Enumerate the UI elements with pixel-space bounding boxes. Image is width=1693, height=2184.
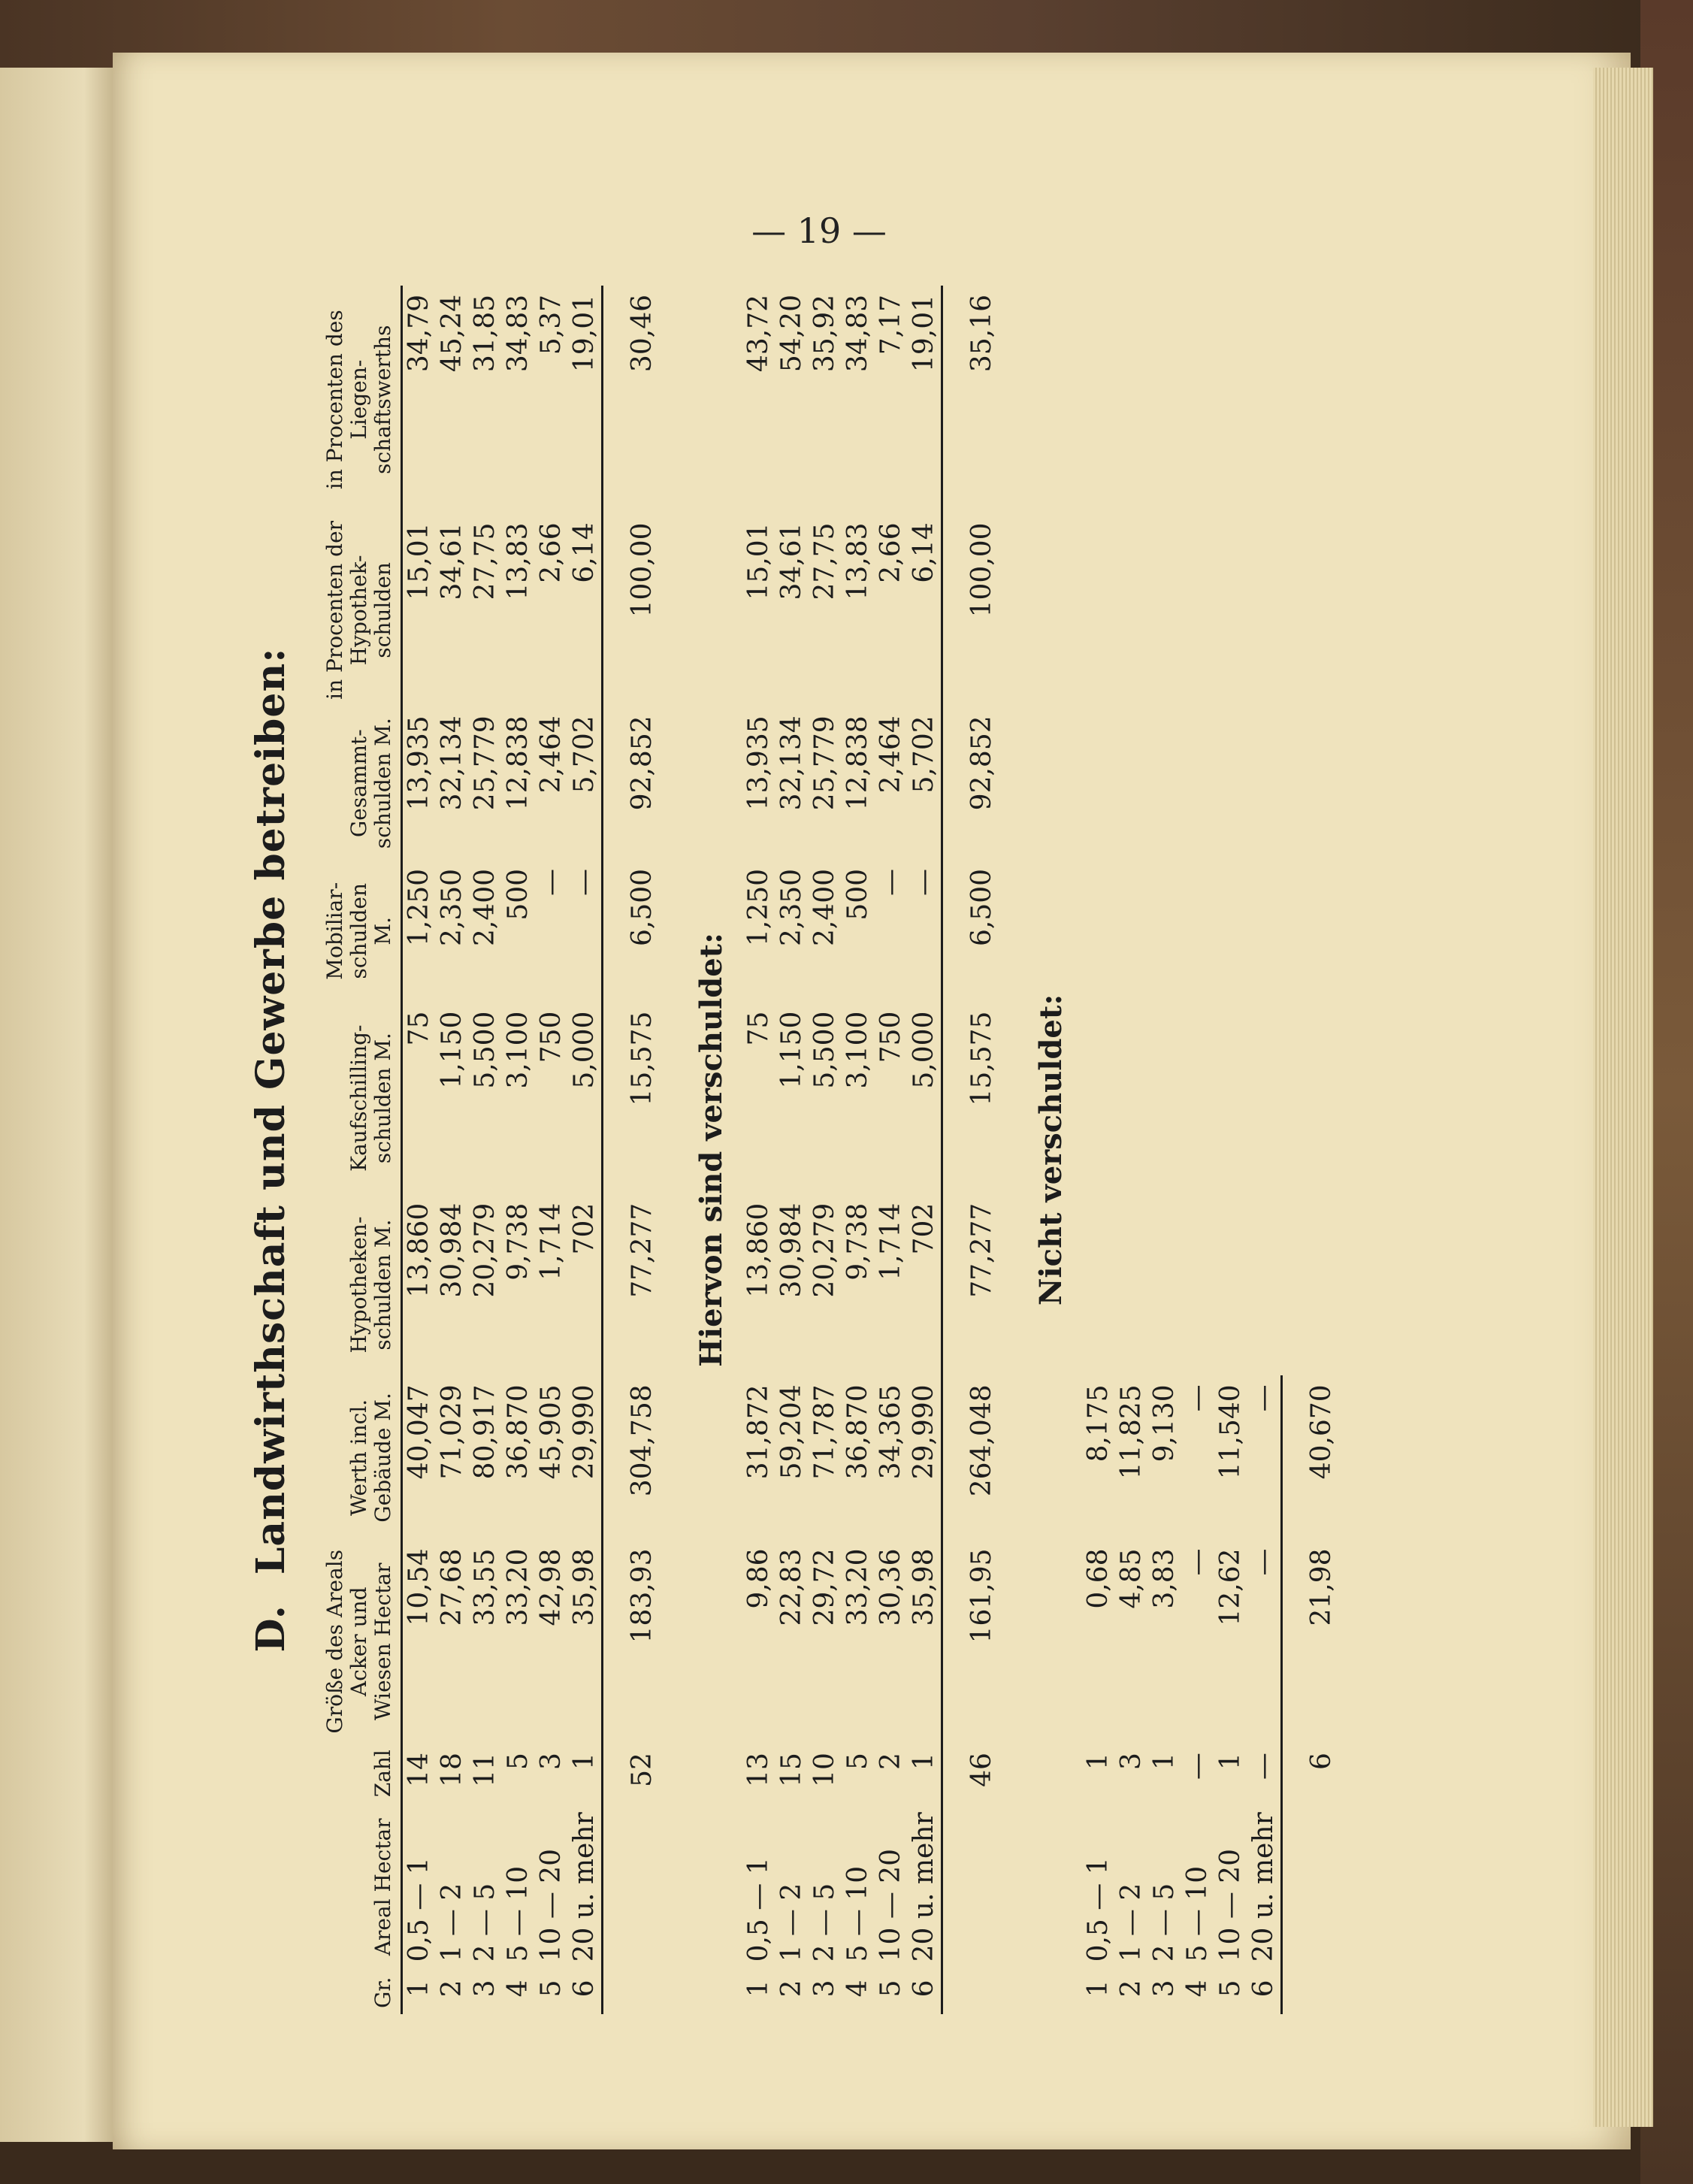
- table-cell: [1082, 286, 1115, 513]
- sum-cell: 100,00: [942, 513, 1018, 706]
- table-cell: 80,917: [470, 1384, 501, 1480]
- table-cell: 29,990: [908, 1384, 940, 1480]
- heading-letter: D.: [247, 1605, 294, 1653]
- section-subtitle-row: [679, 286, 742, 2014]
- table-cell: 45,24: [437, 295, 468, 373]
- table-cell: 11,825: [1116, 1384, 1147, 1480]
- table-cell: 14: [404, 1753, 435, 1787]
- table-cell: 71,787: [809, 1384, 841, 1480]
- sum-cell: [1281, 1003, 1358, 1194]
- table-cell: 13,860: [404, 1202, 435, 1298]
- sum-cell: 6: [1281, 1744, 1358, 1803]
- table-cell: [1181, 286, 1214, 513]
- table-cell: 5 — 10: [1182, 1865, 1214, 1962]
- heading-title: Landwirthschaft und Gewerbe betreiben:: [247, 647, 294, 1575]
- table-row: [436, 286, 469, 2014]
- table-cell: 5 — 10: [503, 1865, 534, 1962]
- table-cell: 1: [743, 1980, 775, 1998]
- table-row: [469, 286, 502, 2014]
- table-cell: 20 u. mehr: [1248, 1812, 1280, 1962]
- table-cell: 71,029: [437, 1384, 468, 1480]
- table-cell: —: [1248, 1384, 1280, 1412]
- table-cell: 2,350: [776, 868, 808, 947]
- table-cell: [1148, 1003, 1181, 1194]
- table-cell: 25,779: [809, 715, 841, 811]
- table-cell: 35,98: [908, 1548, 940, 1626]
- sum-cell: [602, 1803, 679, 1971]
- table-cell: 8,175: [1083, 1384, 1114, 1463]
- table-cell: 3: [1149, 1980, 1181, 1998]
- table-cell: 2,400: [470, 868, 501, 947]
- table-cell: 6: [569, 1980, 600, 1998]
- table-cell: 2 — 5: [809, 1883, 841, 1962]
- table-cell: 7,17: [875, 295, 907, 355]
- table-cell: 31,872: [743, 1384, 775, 1480]
- table-cell: 33,20: [842, 1548, 874, 1626]
- table-cell: 5: [503, 1753, 534, 1771]
- table-cell: 10: [809, 1753, 841, 1787]
- table-cell: 750: [875, 1011, 907, 1063]
- sum-cell: 92,852: [602, 706, 679, 860]
- table-cell: 5: [1215, 1980, 1247, 1998]
- sum-cell: 161,95: [942, 1539, 1018, 1744]
- table-cell: 3: [470, 1980, 501, 1998]
- table-cell: 29,72: [809, 1548, 841, 1626]
- table-row: [1082, 286, 1115, 2014]
- table-cell: 13,935: [404, 715, 435, 811]
- table-cell: [1214, 1003, 1247, 1194]
- section-subtitle-row: [1018, 286, 1082, 2014]
- table-cell: 20,279: [470, 1202, 501, 1298]
- table-cell: 2,400: [809, 868, 841, 947]
- table-cell: 1 — 2: [776, 1883, 808, 1962]
- table-cell: 36,870: [503, 1384, 534, 1480]
- table-row: [908, 286, 942, 2014]
- table-cell: 5,000: [908, 1011, 940, 1089]
- table-cell: —: [569, 868, 600, 896]
- sum-cell: 15,575: [942, 1003, 1018, 1194]
- table-cell: 3,100: [503, 1011, 534, 1089]
- table-cell: 2: [1116, 1980, 1147, 1998]
- table-cell: [1247, 286, 1282, 513]
- sum-cell: 6,500: [602, 860, 679, 1003]
- table-cell: 18: [437, 1753, 468, 1787]
- table-cell: 54,20: [776, 295, 808, 373]
- table-cell: 9,738: [842, 1202, 874, 1281]
- sum-cell: [1281, 286, 1358, 513]
- table-cell: 35,92: [809, 295, 841, 373]
- table-cell: 27,75: [809, 522, 841, 600]
- table-cell: 5,37: [536, 295, 567, 355]
- col-header-gesammt: Gesammt-schulden M.: [323, 706, 401, 860]
- table-cell: 10,54: [404, 1548, 435, 1626]
- table-cell: 4: [842, 1980, 874, 1998]
- table-cell: [1082, 513, 1115, 706]
- table-cell: 1,714: [536, 1202, 567, 1281]
- table-cell: 34,83: [842, 295, 874, 373]
- table-cell: 5,000: [569, 1011, 600, 1089]
- table-cell: [1148, 513, 1181, 706]
- section-subtitle: Nicht verschuldet:: [1032, 994, 1069, 1306]
- table-cell: 1: [1083, 1980, 1114, 1998]
- table-cell: 1,714: [875, 1202, 907, 1281]
- table-cell: 13: [743, 1753, 775, 1787]
- table-cell: 36,870: [842, 1384, 874, 1480]
- table-cell: [1181, 1003, 1214, 1194]
- col-header-mobiliar: Mobiliar-schulden M.: [323, 860, 401, 1003]
- table-cell: 1 — 2: [437, 1883, 468, 1962]
- table-cell: 2,66: [875, 522, 907, 583]
- table-cell: 9,130: [1149, 1384, 1181, 1463]
- table-cell: 1: [1083, 1753, 1114, 1771]
- table-cell: [1247, 1003, 1282, 1194]
- table-cell: —: [536, 868, 567, 896]
- table-cell: 13,83: [503, 522, 534, 600]
- table-cell: 2,66: [536, 522, 567, 583]
- table-cell: 2,464: [536, 715, 567, 794]
- table-cell: [1115, 513, 1148, 706]
- table-cell: 500: [842, 868, 874, 921]
- table-cell: 750: [536, 1011, 567, 1063]
- table-cell: [1148, 1194, 1181, 1376]
- table-cell: [1148, 706, 1181, 860]
- table-cell: 15,01: [404, 522, 435, 600]
- table-cell: 6: [908, 1980, 940, 1998]
- table-row: [875, 286, 908, 2014]
- table-cell: 5,500: [470, 1011, 501, 1089]
- sum-row: [602, 286, 679, 2014]
- table-cell: 5,702: [908, 715, 940, 794]
- table-cell: [1181, 706, 1214, 860]
- table-cell: 1: [569, 1753, 600, 1771]
- table-cell: 40,047: [404, 1384, 435, 1480]
- table-cell: 1,250: [404, 868, 435, 947]
- table-cell: 42,98: [536, 1548, 567, 1626]
- table-cell: [1082, 1194, 1115, 1376]
- table-row: [1247, 286, 1282, 2014]
- sum-cell: [942, 1971, 1018, 2014]
- table-cell: 3: [1116, 1753, 1147, 1771]
- sum-row: [942, 286, 1018, 2014]
- sum-cell: 6,500: [942, 860, 1018, 1003]
- table-cell: 4,85: [1116, 1548, 1147, 1609]
- table-cell: 75: [743, 1011, 775, 1046]
- table-row: [401, 286, 436, 2014]
- table-cell: 2,464: [875, 715, 907, 794]
- table-cell: —: [1182, 1548, 1214, 1576]
- sum-row: [1281, 286, 1358, 2014]
- table-cell: 11,540: [1215, 1384, 1247, 1480]
- table-cell: 0,5 — 1: [404, 1857, 435, 1962]
- table-cell: 0,5 — 1: [1083, 1857, 1114, 1962]
- table-cell: 5: [842, 1753, 874, 1771]
- table-cell: 33,55: [470, 1548, 501, 1626]
- table-cell: 1: [1149, 1753, 1181, 1771]
- table-heading: [218, 286, 323, 2014]
- table-cell: 30,984: [437, 1202, 468, 1298]
- table-cell: 34,61: [776, 522, 808, 600]
- sum-cell: [602, 1971, 679, 2014]
- table-cell: 1 — 2: [1116, 1883, 1147, 1962]
- sum-cell: 77,277: [942, 1194, 1018, 1376]
- table-cell: —: [908, 868, 940, 896]
- table-cell: 27,68: [437, 1548, 468, 1626]
- table-cell: 45,905: [536, 1384, 567, 1480]
- table-cell: 0,68: [1083, 1548, 1114, 1609]
- sum-cell: [1281, 860, 1358, 1003]
- table-cell: 1: [1215, 1753, 1247, 1771]
- table-cell: 2: [437, 1980, 468, 1998]
- table-body: [401, 286, 1358, 2014]
- table-cell: 12,838: [503, 715, 534, 811]
- table-cell: 34,83: [503, 295, 534, 373]
- table-cell: 10 — 20: [1215, 1848, 1247, 1962]
- table-cell: 1,150: [437, 1011, 468, 1089]
- sum-cell: [1281, 1194, 1358, 1376]
- table-cell: [1082, 706, 1115, 860]
- table-cell: —: [1248, 1753, 1280, 1780]
- sum-cell: 40,670: [1281, 1375, 1358, 1539]
- table-cell: 10 — 20: [536, 1848, 567, 1962]
- table-cell: —: [1182, 1384, 1214, 1412]
- table-cell: 3,100: [842, 1011, 874, 1089]
- table-cell: 30,36: [875, 1548, 907, 1626]
- table-cell: 43,72: [743, 295, 775, 373]
- table-cell: 2 — 5: [470, 1883, 501, 1962]
- rotated-table-block: [218, 286, 1383, 2014]
- table-cell: [1181, 1194, 1214, 1376]
- table-cell: [1247, 706, 1282, 860]
- table-cell: [1247, 860, 1282, 1003]
- table-cell: [1214, 706, 1247, 860]
- table-cell: 20 u. mehr: [569, 1812, 600, 1962]
- table-cell: [1247, 1194, 1282, 1376]
- table-cell: 5,500: [809, 1011, 841, 1089]
- statistics-table: [323, 286, 1358, 2014]
- table-cell: 27,75: [470, 522, 501, 600]
- table-cell: 20 u. mehr: [908, 1812, 940, 1962]
- table-cell: 1,250: [743, 868, 775, 947]
- table-cell: 34,79: [404, 295, 435, 373]
- table-cell: 5: [536, 1980, 567, 1998]
- table-cell: [1082, 1003, 1115, 1194]
- table-cell: [1181, 513, 1214, 706]
- table-cell: 35,98: [569, 1548, 600, 1626]
- sum-cell: [1281, 513, 1358, 706]
- table-cell: 13,83: [842, 522, 874, 600]
- page-stack-edge: [1593, 68, 1653, 2127]
- table-cell: 3: [809, 1980, 841, 1998]
- col-header-hypotheken: Hypotheken-schulden M.: [323, 1194, 401, 1376]
- table-cell: 25,779: [470, 715, 501, 811]
- table-cell: 702: [569, 1202, 600, 1255]
- table-row: [568, 286, 603, 2014]
- table-cell: 20,279: [809, 1202, 841, 1298]
- table-cell: 31,85: [470, 295, 501, 373]
- table-cell: 22,83: [776, 1548, 808, 1626]
- table-cell: 32,134: [437, 715, 468, 811]
- table-row: [502, 286, 535, 2014]
- table-cell: [1214, 286, 1247, 513]
- table-cell: 3,83: [1149, 1548, 1181, 1609]
- table-cell: 1,150: [776, 1011, 808, 1089]
- table-cell: [1115, 706, 1148, 860]
- sum-cell: 183,93: [602, 1539, 679, 1744]
- table-cell: —: [875, 868, 907, 896]
- sum-cell: 264,048: [942, 1375, 1018, 1539]
- table-cell: [1115, 860, 1148, 1003]
- table-row: [775, 286, 809, 2014]
- table-cell: [1082, 860, 1115, 1003]
- col-header-procent-liegenschaft: in Procenten des Liegen-schaftswerths: [323, 286, 401, 513]
- table-cell: 5,702: [569, 715, 600, 794]
- section-subtitle: Hiervon sind verschuldet:: [693, 933, 729, 1367]
- table-cell: [1148, 860, 1181, 1003]
- table-cell: 10 — 20: [875, 1848, 907, 1962]
- table-cell: —: [1182, 1753, 1214, 1780]
- table-cell: 2,350: [437, 868, 468, 947]
- sum-cell: [1281, 1971, 1358, 2014]
- table-cell: [1148, 286, 1181, 513]
- table-cell: 2 — 5: [1149, 1883, 1181, 1962]
- table-cell: 15,01: [743, 522, 775, 600]
- sum-cell: 77,277: [602, 1194, 679, 1376]
- table-cell: 29,990: [569, 1384, 600, 1480]
- table-cell: 13,860: [743, 1202, 775, 1298]
- table-cell: 12,838: [842, 715, 874, 811]
- col-header-gr: Gr.: [323, 1971, 401, 2014]
- sum-cell: [1281, 706, 1358, 860]
- sum-cell: [942, 1803, 1018, 1971]
- table-cell: 2: [776, 1980, 808, 1998]
- table-cell: 9,86: [743, 1548, 775, 1609]
- table-row: [809, 286, 842, 2014]
- table-cell: 9,738: [503, 1202, 534, 1281]
- sum-cell: 304,758: [602, 1375, 679, 1539]
- table-row: [1148, 286, 1181, 2014]
- table-cell: 19,01: [908, 295, 940, 373]
- sum-cell: [1281, 1803, 1358, 1971]
- table-cell: 2: [875, 1753, 907, 1771]
- table-cell: 33,20: [503, 1548, 534, 1626]
- table-cell: 5 — 10: [842, 1865, 874, 1962]
- table-cell: 12,62: [1215, 1548, 1247, 1626]
- table-cell: 11: [470, 1753, 501, 1787]
- col-header-werth: Werth incl. Gebäude M.: [323, 1375, 401, 1539]
- sum-cell: 52: [602, 1744, 679, 1803]
- table-cell: 4: [1182, 1980, 1214, 1998]
- table-row: [842, 286, 875, 2014]
- table-cell: 0,5 — 1: [743, 1857, 775, 1962]
- col-header-areal: Areal Hectar: [323, 1803, 401, 1971]
- table-cell: [1214, 513, 1247, 706]
- table-cell: 4: [503, 1980, 534, 1998]
- sum-cell: 15,575: [602, 1003, 679, 1194]
- table-cell: 1: [908, 1753, 940, 1771]
- col-header-kaufschilling: Kaufschilling-schulden M.: [323, 1003, 401, 1194]
- col-header-zahl: Zahl: [323, 1744, 401, 1803]
- table-cell: 19,01: [569, 295, 600, 373]
- table-cell: 6: [1248, 1980, 1280, 1998]
- table-cell: —: [1248, 1548, 1280, 1576]
- table-cell: 702: [908, 1202, 940, 1255]
- table-cell: 6,14: [908, 522, 940, 583]
- sum-cell: 21,98: [1281, 1539, 1358, 1744]
- col-header-groesse: Größe des Areals Acker und Wiesen Hectar: [323, 1539, 401, 1744]
- table-cell: 75: [404, 1011, 435, 1046]
- table-cell: 59,204: [776, 1384, 808, 1480]
- table-cell: 34,365: [875, 1384, 907, 1480]
- table-row: [1214, 286, 1247, 2014]
- table-cell: [1247, 513, 1282, 706]
- page-number: — 19 —: [751, 210, 887, 251]
- table-cell: [1214, 860, 1247, 1003]
- table-row: [742, 286, 775, 2014]
- table-cell: [1115, 1194, 1148, 1376]
- table-row: [535, 286, 568, 2014]
- table-cell: 1: [404, 1980, 435, 1998]
- table-cell: 30,984: [776, 1202, 808, 1298]
- table-cell: 3: [536, 1753, 567, 1771]
- table-cell: 6,14: [569, 522, 600, 583]
- sum-cell: 100,00: [602, 513, 679, 706]
- table-cell: [1181, 860, 1214, 1003]
- table-cell: [1115, 1003, 1148, 1194]
- col-header-procent-hypothek: in Procenten der Hypothek-schulden: [323, 513, 401, 706]
- table-cell: 15: [776, 1753, 808, 1787]
- sum-cell: 92,852: [942, 706, 1018, 860]
- table-cell: 34,61: [437, 522, 468, 600]
- table-cell: 32,134: [776, 715, 808, 811]
- table-row: [1115, 286, 1148, 2014]
- table-cell: [1214, 1194, 1247, 1376]
- table-cell: 5: [875, 1980, 907, 1998]
- sum-cell: 30,46: [602, 286, 679, 513]
- table-row: [1181, 286, 1214, 2014]
- facing-page-edge: [0, 68, 120, 2142]
- table-cell: 500: [503, 868, 534, 921]
- sum-cell: 35,16: [942, 286, 1018, 513]
- table-cell: [1115, 286, 1148, 513]
- table-cell: 13,935: [743, 715, 775, 811]
- sum-cell: 46: [942, 1744, 1018, 1803]
